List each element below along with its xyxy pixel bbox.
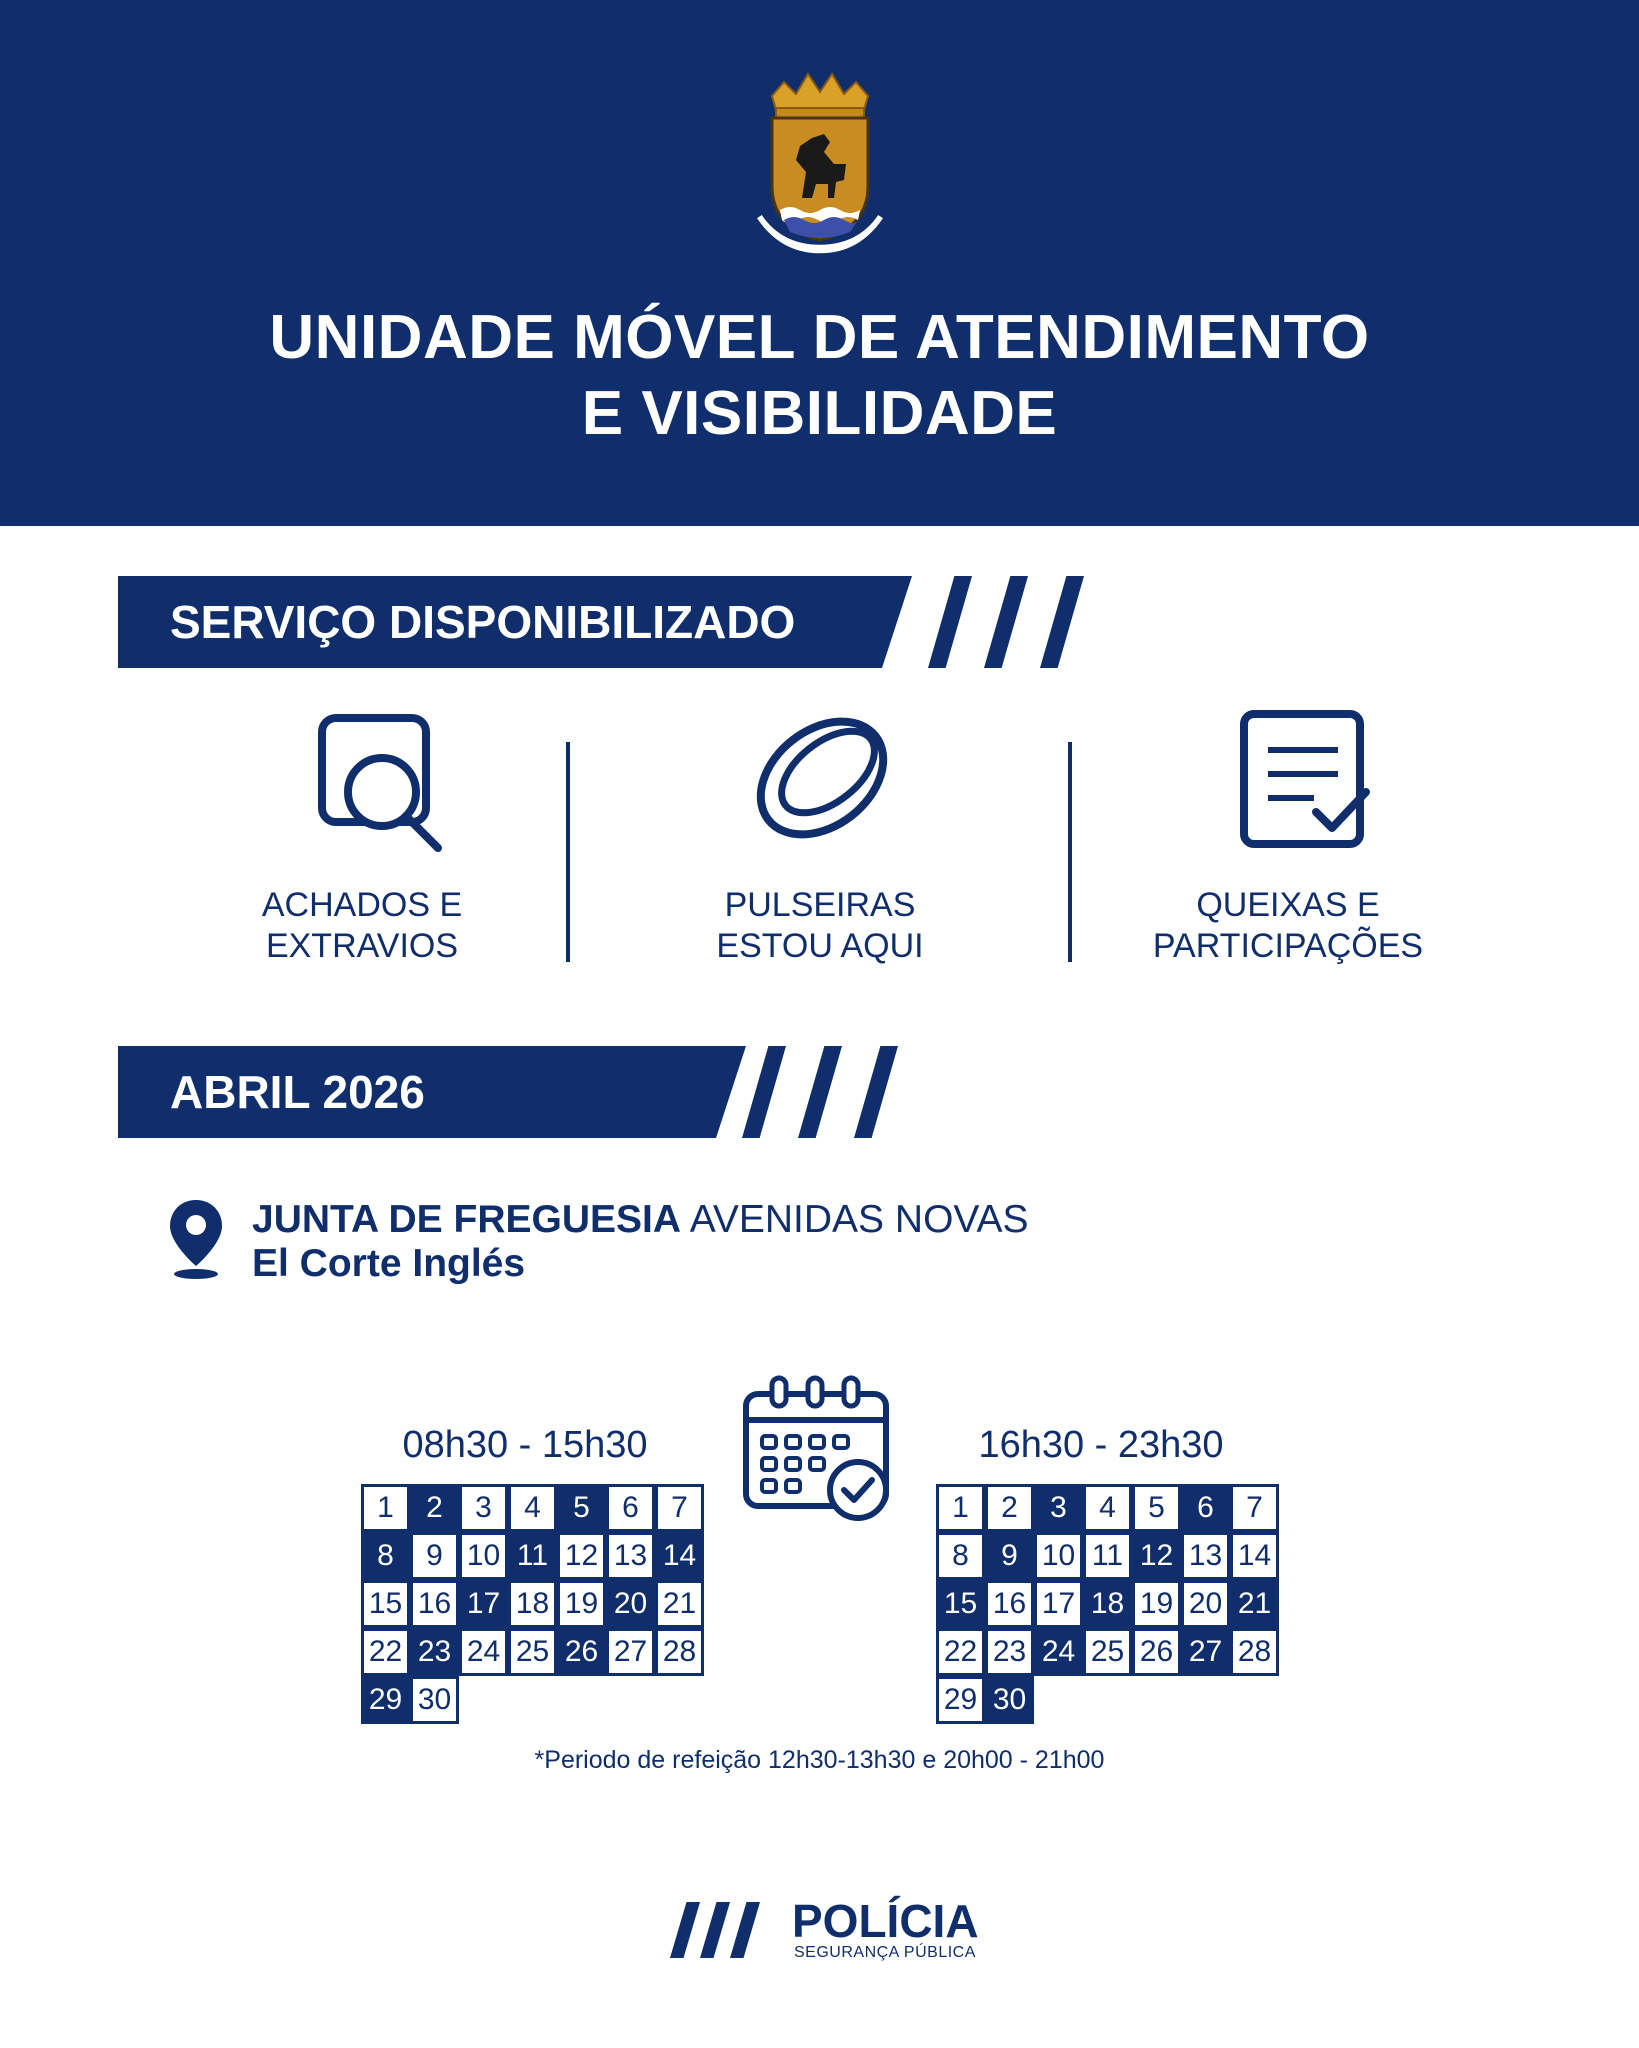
calendar-day: 27 (606, 1628, 655, 1676)
calendar-day: 20 (1181, 1580, 1230, 1628)
logo-stripe (670, 1902, 700, 1958)
calendar-day: 8 (361, 1532, 410, 1580)
banner-stripe (854, 1046, 898, 1138)
calendar-day: 25 (508, 1628, 557, 1676)
calendar-day: 6 (1181, 1484, 1230, 1532)
service-label-line1: ACHADOS E (261, 886, 463, 924)
calendar-day: 23 (410, 1628, 459, 1676)
title-line-2: E VISIBILIDADE (581, 379, 1058, 448)
calendar-day: 12 (557, 1532, 606, 1580)
calendar-day: 3 (1034, 1484, 1083, 1532)
calendar-day: 24 (1034, 1628, 1083, 1676)
calendar-evening (936, 1484, 1279, 1734)
service-bracelets (610, 700, 1030, 965)
bracelet-icon (730, 700, 910, 860)
calendar-day: 30 (985, 1676, 1034, 1724)
calendar-day: 19 (557, 1580, 606, 1628)
calendar-day: 19 (1132, 1580, 1181, 1628)
calendar-day: 4 (508, 1484, 557, 1532)
service-complaints (1078, 700, 1498, 965)
calendar-day: 5 (557, 1484, 606, 1532)
crest-logo (750, 68, 890, 258)
calendar-day: 13 (606, 1532, 655, 1580)
calendar-day: 15 (936, 1580, 985, 1628)
calendar-day: 11 (508, 1532, 557, 1580)
calendar-day: 12 (1132, 1532, 1181, 1580)
evening-shift-time: 16h30 - 23h30 (978, 1424, 1224, 1466)
banner-stripe (1040, 576, 1084, 668)
calendar-day: 22 (936, 1628, 985, 1676)
title-line-1: UNIDADE MÓVEL DE ATENDIMENTO (269, 303, 1370, 372)
location-pin-icon (166, 1196, 226, 1280)
calendar-day: 6 (606, 1484, 655, 1532)
calendar-day: 17 (459, 1580, 508, 1628)
service-label-line2: ESTOU AQUI (716, 927, 924, 965)
document-check-icon (1198, 700, 1378, 860)
calendar-day: 10 (459, 1532, 508, 1580)
calendar-day: 17 (1034, 1580, 1083, 1628)
location-bold: JUNTA DE FREGUESIA (252, 1198, 682, 1241)
calendar-day: 27 (1181, 1628, 1230, 1676)
calendar-day: 28 (655, 1628, 704, 1676)
calendar-day: 26 (1132, 1628, 1181, 1676)
location-place: El Corte Inglés (252, 1242, 526, 1285)
banner-stripe (798, 1046, 842, 1138)
service-label-line2: EXTRAVIOS (265, 927, 459, 965)
divider (566, 742, 570, 962)
magnifier-icon (272, 700, 452, 860)
services-banner (118, 576, 1098, 668)
calendar-day: 9 (985, 1532, 1034, 1580)
service-label-line1: QUEIXAS E (1196, 886, 1380, 924)
calendar-day: 9 (410, 1532, 459, 1580)
services-heading: SERVIÇO DISPONIBILIZADO (170, 596, 796, 648)
calendar-day: 23 (985, 1628, 1034, 1676)
calendar-day: 18 (508, 1580, 557, 1628)
banner-stripe (984, 576, 1028, 668)
logo-stripe (730, 1902, 760, 1958)
month-banner (118, 1046, 938, 1138)
calendar-day: 16 (985, 1580, 1034, 1628)
calendar-day: 16 (410, 1580, 459, 1628)
calendar-day: 30 (410, 1676, 459, 1724)
calendar-day: 1 (361, 1484, 410, 1532)
logo-subtitle: SEGURANÇA PÚBLICA (794, 1944, 976, 1961)
calendar-day: 15 (361, 1580, 410, 1628)
banner-stripe (742, 1046, 786, 1138)
calendar-day: 11 (1083, 1532, 1132, 1580)
calendar-morning (361, 1484, 704, 1734)
location-regular: AVENIDAS NOVAS (681, 1198, 1029, 1241)
psp-logo (670, 1895, 990, 1962)
calendar-day: 2 (985, 1484, 1034, 1532)
banner-stripe (928, 576, 972, 668)
calendar-day: 13 (1181, 1532, 1230, 1580)
month-heading: ABRIL 2026 (170, 1066, 425, 1118)
service-label-line1: PULSEIRAS (724, 886, 916, 924)
calendar-day: 29 (361, 1676, 410, 1724)
calendar-day: 3 (459, 1484, 508, 1532)
morning-shift-time: 08h30 - 15h30 (402, 1424, 648, 1466)
page-title (0, 300, 1639, 452)
calendar-day: 8 (936, 1532, 985, 1580)
header-banner (0, 0, 1639, 526)
calendar-day: 5 (1132, 1484, 1181, 1532)
calendar-day: 1 (936, 1484, 985, 1532)
calendar-day: 22 (361, 1628, 410, 1676)
calendar-day: 2 (410, 1484, 459, 1532)
calendar-day: 24 (459, 1628, 508, 1676)
calendar-day: 21 (655, 1580, 704, 1628)
calendar-day: 28 (1230, 1628, 1279, 1676)
calendar-day: 26 (557, 1628, 606, 1676)
location-name (252, 1196, 1029, 1244)
calendar-day: 4 (1083, 1484, 1132, 1532)
calendar-day: 21 (1230, 1580, 1279, 1628)
calendar-day: 7 (1230, 1484, 1279, 1532)
calendar-day: 10 (1034, 1532, 1083, 1580)
calendar-day: 14 (655, 1532, 704, 1580)
calendar-day: 7 (655, 1484, 704, 1532)
calendar-day: 14 (1230, 1532, 1279, 1580)
service-label-line2: PARTICIPAÇÕES (1152, 927, 1424, 965)
calendar-day: 25 (1083, 1628, 1132, 1676)
logo-name: POLÍCIA (792, 1895, 979, 1947)
divider (1068, 742, 1072, 962)
meal-break-note: *Periodo de refeição 12h30-13h30 e 20h00 - 21h00 (534, 1746, 1105, 1774)
service-lost-and-found (152, 700, 572, 965)
calendar-day: 18 (1083, 1580, 1132, 1628)
logo-stripe (700, 1902, 730, 1958)
calendar-day: 20 (606, 1580, 655, 1628)
calendar-check-icon (742, 1372, 898, 1528)
calendar-day: 29 (936, 1676, 985, 1724)
